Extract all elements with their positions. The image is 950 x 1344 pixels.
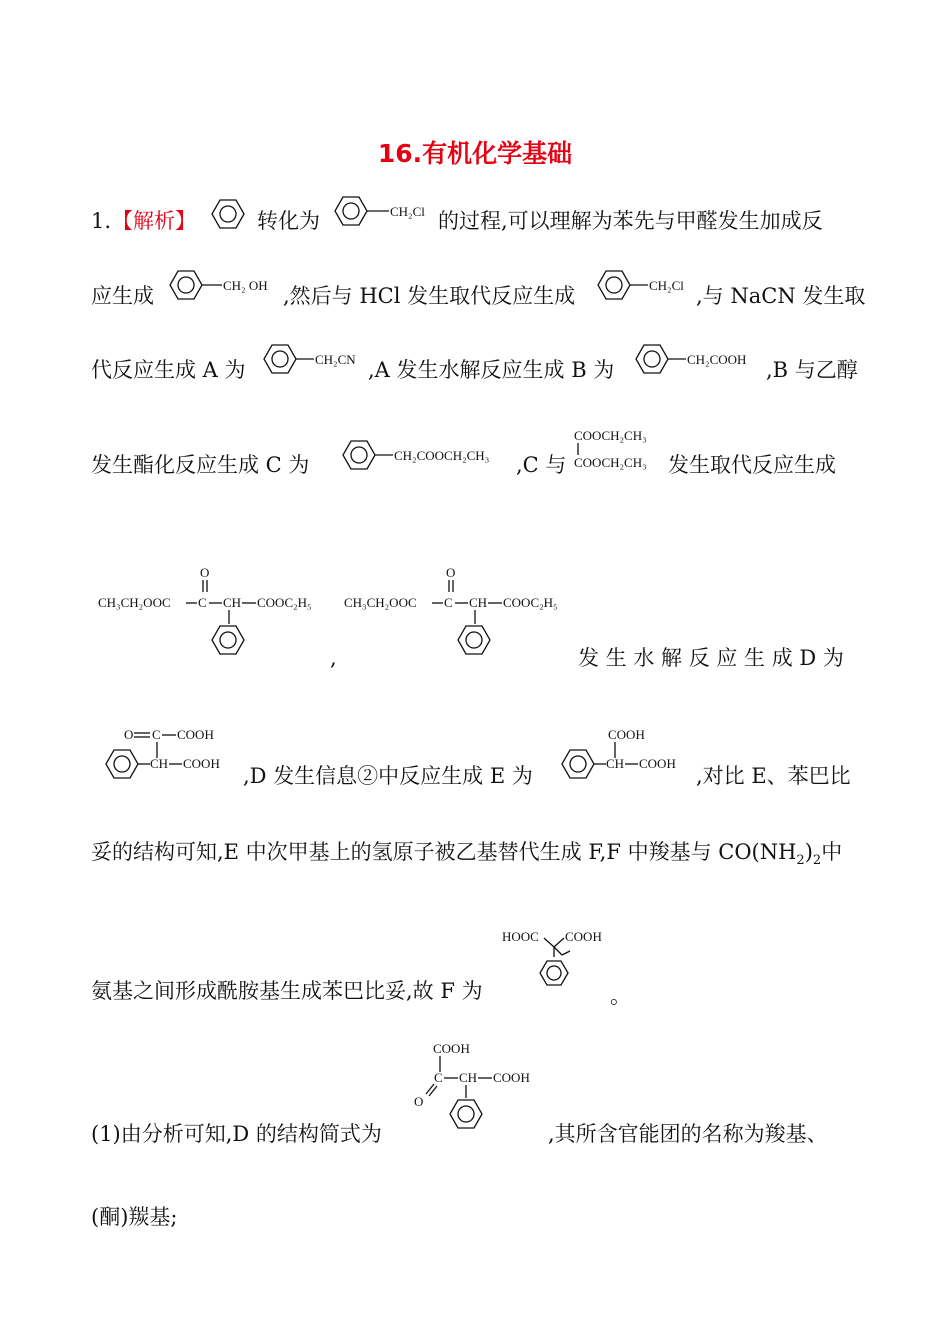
text-part: 中: [821, 840, 843, 864]
group-label: CH: [223, 595, 242, 610]
group-label: HOOC: [502, 929, 539, 944]
group-label: COOCH₂CH₃: [574, 428, 647, 443]
benzene-structure: [204, 193, 254, 237]
group-label: COOH: [493, 1070, 530, 1085]
text-segment: ,对比 E、苯巴比: [696, 764, 851, 788]
subscript: 2: [796, 853, 805, 869]
text-segment: ,C 与: [516, 453, 567, 477]
text-segment: 发 生 水 解 反 应 生 成 D 为: [578, 646, 844, 670]
group-label: CH₂Cl: [390, 204, 425, 219]
ethyl-phenylacetate-structure: [335, 434, 515, 478]
text-segment: ,然后与 HCl 发生取代反应生成: [283, 284, 576, 308]
group-label: COOH: [177, 727, 214, 742]
group-label: CH₂ OH: [223, 278, 268, 293]
group-label: CH: [150, 756, 169, 771]
group-label: CH: [459, 1070, 478, 1085]
benzyl-cyanide-structure: [256, 338, 371, 382]
group-label: O: [124, 727, 134, 742]
group-label: COOH: [608, 727, 645, 742]
keto-diester-structure: [340, 562, 580, 668]
question-1-text: (酮)羰基;: [91, 1205, 178, 1229]
group-label: COOH: [433, 1041, 470, 1056]
text-segment: ,: [330, 646, 337, 670]
group-label: COOH: [183, 756, 220, 771]
subscript: 2: [812, 853, 822, 869]
d-keto-acid-structure: [94, 722, 244, 792]
analysis-tag: 【解析】: [112, 209, 196, 233]
group-label: CH₂COOH: [687, 352, 747, 367]
group-label: C: [152, 727, 161, 742]
text-segment: 的过程,可以理解为苯先与甲醛发生加成反: [438, 209, 823, 233]
group-label: COOH: [639, 756, 676, 771]
group-label: COOC₂H₅: [503, 595, 558, 610]
group-label: CH: [606, 756, 625, 771]
group-label: O: [200, 565, 210, 580]
text-segment: [91, 842, 842, 867]
text-part: ): [804, 840, 813, 864]
group-label: O: [446, 565, 456, 580]
question-1-text: ,其所含官能团的名称为羧基、: [548, 1122, 828, 1146]
text-segment: 。: [610, 984, 631, 1008]
group-label: COOC₂H₅: [257, 595, 312, 610]
question-1-text: (1)由分析可知,D 的结构简式为: [91, 1122, 382, 1146]
text-segment: 氨基之间形成酰胺基生成苯巴比妥,故 F 为: [91, 979, 483, 1003]
text-segment: 转化为: [257, 209, 320, 233]
text-segment: ,B 与乙醇: [766, 358, 858, 382]
group-label: CH₂Cl: [649, 278, 684, 293]
group-label: CH₃CH₂OOC: [344, 595, 417, 610]
benzyl-chloride-structure: [327, 190, 437, 234]
group-label: CH₂COOCH₂CH₃: [394, 448, 490, 463]
d-structure-answer: [408, 1036, 558, 1144]
group-label: CH₂CN: [315, 352, 356, 367]
group-label: C: [198, 595, 207, 610]
group-label: COOH: [565, 929, 602, 944]
benzyl-chloride-structure: [590, 264, 700, 308]
keto-diester-structure: [94, 562, 334, 668]
diethyl-oxalate-structure: [572, 427, 668, 475]
group-label: CH₃CH₂OOC: [98, 595, 171, 610]
group-label: C: [444, 595, 453, 610]
phenylacetic-acid-structure: [628, 338, 768, 382]
benzyl-alcohol-structure: [162, 264, 282, 308]
f-ethylphenylmalonic-acid-structure: [500, 925, 620, 997]
group-label: O: [414, 1094, 424, 1109]
group-label: COOCH₂CH₃: [574, 455, 647, 470]
e-phenylmalonic-acid-structure: [548, 722, 698, 792]
page-title: 16.有机化学基础: [377, 139, 573, 168]
text-segment: 发生取代反应生成: [668, 453, 836, 477]
text-segment: 发生酯化反应生成 C 为: [91, 453, 310, 477]
group-label: C: [434, 1070, 443, 1085]
text-segment: 代反应生成 A 为: [91, 358, 246, 382]
text-part: 妥的结构可知,E 中次甲基上的氢原子被乙基替代生成 F,F 中羧基与 CO(NH: [91, 840, 797, 864]
text-segment: ,与 NaCN 发生取: [696, 284, 866, 308]
text-segment: ,D 发生信息②中反应生成 E 为: [243, 764, 533, 788]
text-segment: 应生成: [91, 284, 154, 308]
text-segment: ,A 发生水解反应生成 B 为: [368, 358, 615, 382]
group-label: CH: [469, 595, 488, 610]
question-number: 1.: [91, 209, 112, 233]
